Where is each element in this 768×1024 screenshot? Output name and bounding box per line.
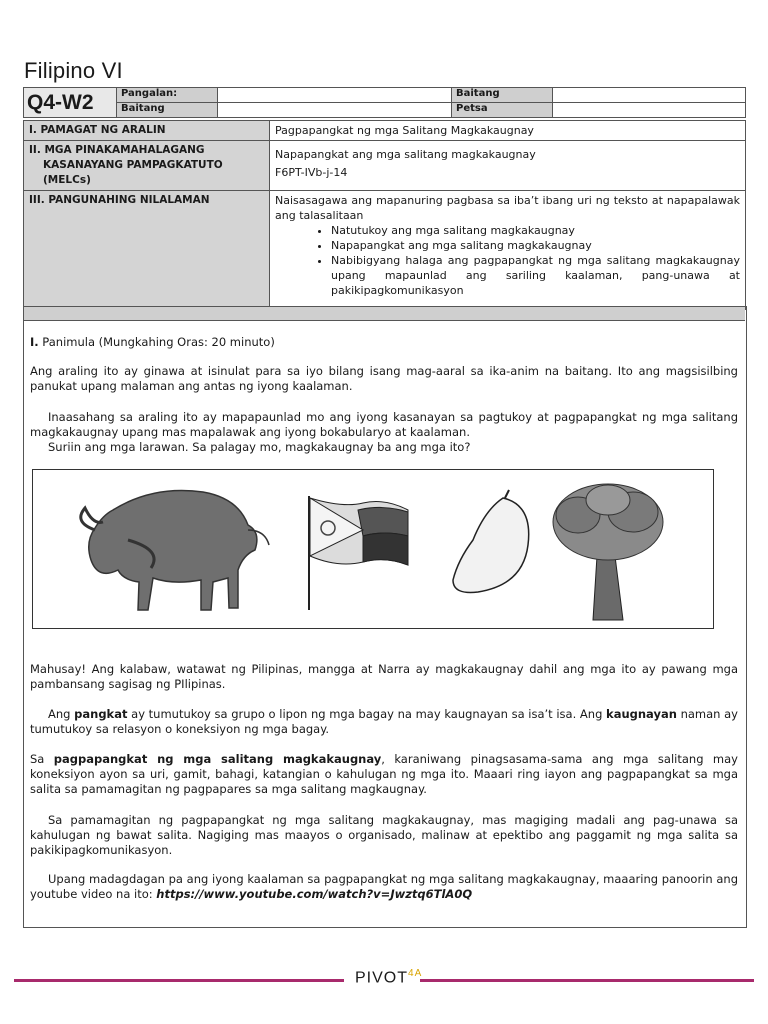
video-paragraph: Upang madagdagan pa ang iyong kaalaman sa pagpapangkat ng mga salitang magkakaugnay, maaaring panoorin ang youtube video na ito: https://www.youtube.com/watch?v=Jwztq6TlA0Q [30,872,738,901]
national-symbols-image-box [32,469,714,629]
lesson-title-label: I. PAMAGAT NG ARALIN [24,121,270,141]
date-label: Petsa [452,103,553,118]
grouping-paragraph: Sa pagpapangkat ng mga salitang magkakaugnay, karaniwang pinagsasama-sama ang mga salitang may koneksiyon ayon sa uri, gamit, bahagi, katangian o kahulugan ng mga ito. Maaari ring iayon ang pagpapangkat sa mga salita sa pamamagitan ng pagpapares sa mga salitang magkaugnay. [30,752,738,796]
philippine-flag-image [309,496,408,610]
pivot-logo: $PIVOT^{4A}$ [355,968,423,987]
narra-tree-image [553,484,663,620]
grade-label-left: Baitang [117,103,218,118]
melcs-value: Napapangkat ang mga salitang magkakaugnay F6PT-IVb-j-14 [270,141,746,191]
lesson-info-table [23,120,746,310]
carabao-image [81,490,269,610]
objective-item: • Napapangkat ang mga salitang magkakaugnay [331,238,740,253]
objective-item: • Nabibigyang halaga ang pagpapangkat ng mga salitang magkakaugnay upang mapaunlad ang sariling kaalaman, pang-unawa at pakikipagkomunikasyon [331,253,740,298]
benefit-paragraph: Sa pamamagitan ng pagpapangkat ng mga salitang magkakaugnay, mas magiging madali ang pag-unawa sa kahulugan ng bawat salita. Nagiging mas maayos o organisado, malinaw at epektibo ang paggamit ng mga salita sa pakikipagkomunikasyon. [30,813,738,857]
grade-label-right: Baitang [452,88,553,103]
date-field[interactable] [553,103,746,118]
quarter-week-code: Q4-W2 [24,88,117,118]
intro-paragraph: Ang araling ito ay ginawa at isinulat para sa iyo bilang isang mag-aaral sa ika-anim na baitang. Ito ang magsisilbing panukat upang malaman ang antas ng iyong kaalaman. [30,364,738,393]
footer-line-left [14,979,344,982]
answer-paragraph: Mahusay! Ang kalabaw, watawat ng Pilipinas, mangga at Narra ay magkakaugnay dahil ang mga ito ay pawang mga pambansang sagisag ng PIlipinas. [30,662,738,691]
student-header-table [23,87,746,118]
grade-field-left[interactable] [218,103,452,118]
definition-paragraph: Ang pangkat ay tumutukoy sa grupo o lipon ng mga bagay na may kaugnayan sa isa’t isa. Ang kaugnayan naman ay tumutukoy sa relasyon o koneksiyon ng mga bagay. [30,707,738,736]
name-label: Pangalan: [117,88,218,103]
instruction-text: Suriin ang mga larawan. Sa palagay mo, magkakaugnay ba ang mga ito? [48,440,471,454]
name-field[interactable] [218,88,452,103]
national-symbols-illustration [33,470,713,628]
grade-field-right[interactable] [553,88,746,103]
page-title: Filipino VI [24,58,123,83]
section-heading: I. Panimula (Mungkahing Oras: 20 minuto) [30,335,275,349]
lesson-body-header-bar [24,307,745,321]
footer-line-right [420,979,754,982]
expectation-paragraph: Inaasahang sa araling ito ay mapapaunlad mo ang iyong kasanayan sa pagtukoy at pagpapangkat ng mga salitang magkakaugnay upang mas mapalawak ang iyong bokabularyo at kaalaman. [30,410,738,439]
youtube-link[interactable]: https://www.youtube.com/watch?v=Jwztq6TlA0Q [156,887,473,901]
lesson-title-value: Pagpapangkat ng mga Salitang Magkakaugnay [270,121,746,141]
objectives-list [275,223,740,298]
main-content-label: III. PANGUNAHING NILALAMAN [24,191,270,310]
mango-image [453,490,529,593]
melcs-label: II. MGA PINAKAMAHALAGANG KASANAYANG PAMPAGKATUTO (MELCs) [24,141,270,191]
objective-item: • Natutukoy ang mga salitang magkakaugnay [331,223,740,238]
main-content-value: Naisasagawa ang mapanuring pagbasa sa iba’t ibang uri ng teksto at napapalawak ang talasalitaan • Natutukoy ang mga salitang magkakaugnay • Napapangkat ang mga salitang magkakaugnay • Nabibigyang halaga ang pagpapangkat ng mga salitang magkakaugnay upang mapaunlad ang sariling kaalaman, pang-unawa at pakikipagkomunikasyon [270,191,746,310]
